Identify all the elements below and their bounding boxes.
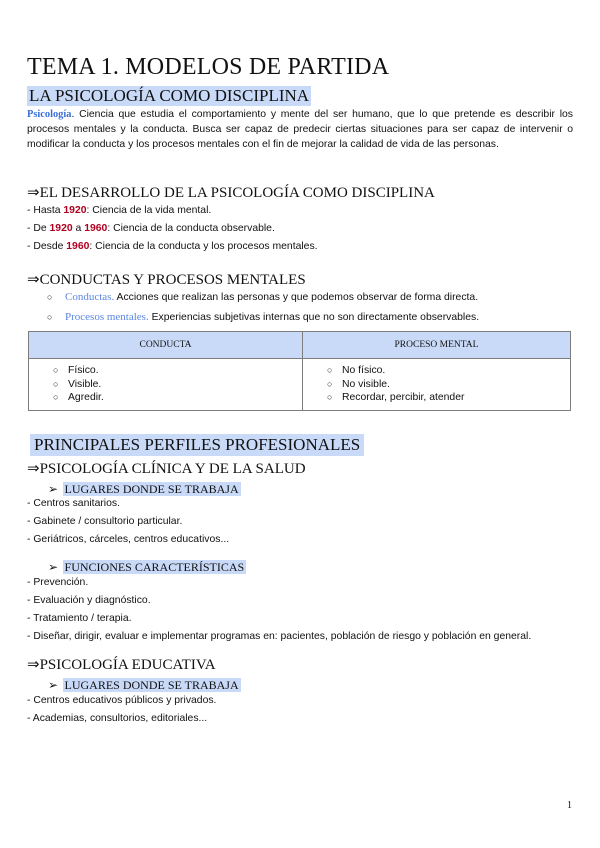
list-item: - Tratamiento / terapia. [27,613,132,624]
year: 1920 [49,223,73,234]
list-item: ○ No físico. [327,364,570,378]
table-cell-conducta [29,359,303,411]
intro-text: . Ciencia que estudia el comportamiento y mente del ser humano, que lo que pretende es describir los procesos mentales y la conducta. Busca ser capaz de predecir ciertas situaciones para ser capaz de intervenir o modificar la conducta y los procesos mentales con el fin de mejorar la calidad de vida de las personas. [27,109,573,150]
funciones-heading: ➢ FUNCIONES CARACTERÍSTICAS [48,560,245,574]
table-header-conducta: CONDUCTA [29,332,303,359]
subheading-conductas: ⇒CONDUCTAS Y PROCESOS MENTALES [27,272,306,288]
list-item: - Evaluación y diagnóstico. [27,595,151,606]
subheading-educativa: ⇒PSICOLOGÍA EDUCATIVA [27,657,216,673]
page-number: 1 [567,800,572,811]
section-heading-perfiles: PRINCIPALES PERFILES PROFESIONALES [30,434,364,456]
comparison-table [28,331,571,411]
list-item: - Centros sanitarios. [27,498,120,509]
list-item-conductas: ○ Conductas. Acciones que realizan las personas y que podemos observar de forma directa. [47,291,479,303]
arrow-icon: ➢ [48,678,59,692]
intro-term: Psicología [27,109,72,120]
list-item: - Centros educativos públicos y privados. [27,695,217,706]
page-title: TEMA 1. MODELOS DE PARTIDA [27,54,390,80]
list-item: ○ Visible. [53,378,302,392]
term: Procesos mentales. [65,311,149,323]
list-item: - Geriátricos, cárceles, centros educativos... [27,534,230,545]
list-item: - Diseñar, dirigir, evaluar e implementar programas en: pacientes, población de riesgo y población en general. [27,631,532,642]
section-heading-disciplina: LA PSICOLOGÍA COMO DISCIPLINA [29,86,310,105]
list-item: ○ Recordar, percibir, atender [327,391,570,405]
intro-paragraph [27,107,573,152]
term: Conductas. [65,291,115,303]
year: 1960 [66,241,90,252]
year: 1960 [84,223,108,234]
list-item: - Academias, consultorios, editoriales... [27,713,208,724]
list-item: - Prevención. [27,577,89,588]
table-cell-proceso [303,359,571,411]
arrow-icon: ➢ [48,560,59,574]
list-item-procesos: ○ Procesos mentales. Experiencias subjetivas internas que no son directamente observables. [47,311,480,323]
arrow-icon: ➢ [48,482,59,496]
list-item: - Desde 1960: Ciencia de la conducta y los procesos mentales. [27,241,318,252]
list-item: - Hasta 1920: Ciencia de la vida mental. [27,205,212,216]
lugares-heading-educativa: ➢ LUGARES DONDE SE TRABAJA [48,678,239,692]
list-item: - Gabinete / consultorio particular. [27,516,183,527]
list-item: ○ Agredir. [53,391,302,405]
table-header-proceso: PROCESO MENTAL [303,332,571,359]
year: 1920 [63,205,87,216]
list-item: ○ No visible. [327,378,570,392]
lugares-heading-clinica: ➢ LUGARES DONDE SE TRABAJA [48,482,239,496]
list-item: - De 1920 a 1960: Ciencia de la conducta observable. [27,223,275,234]
subheading-clinica: ⇒PSICOLOGÍA CLÍNICA Y DE LA SALUD [27,461,306,477]
subheading-desarrollo: ⇒EL DESARROLLO DE LA PSICOLOGÍA COMO DISCIPLINA [27,185,435,201]
list-item: ○ Físico. [53,364,302,378]
